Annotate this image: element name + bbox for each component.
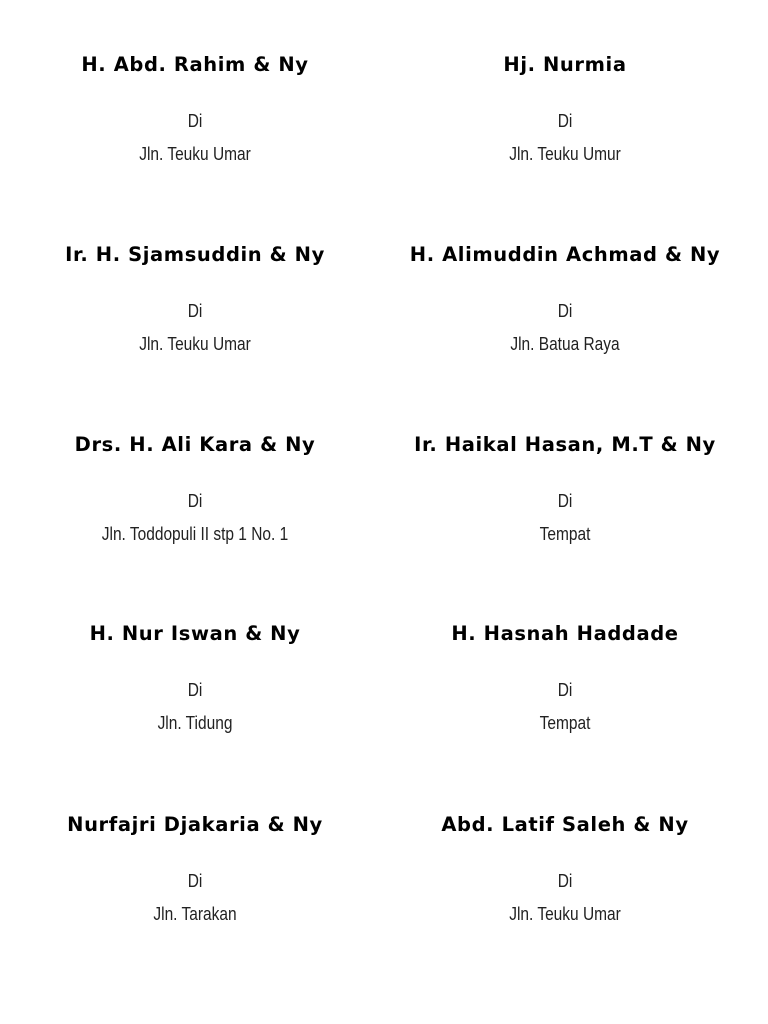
di-text: Di (557, 680, 573, 700)
address-label (15, 52, 375, 165)
address-label (385, 52, 745, 165)
recipient-address: Jln. Teuku Umar (509, 904, 621, 924)
di-text: Di (187, 301, 203, 321)
address-label (15, 621, 375, 734)
recipient-address: Jln. Teuku Umar (139, 334, 251, 354)
recipient-name: Ir. H. Sjamsuddin & Ny (65, 243, 325, 266)
address-label (15, 432, 375, 545)
di-text: Di (187, 111, 203, 131)
recipient-name: Ir. Haikal Hasan, M.T & Ny (414, 433, 716, 456)
recipient-name: Hj. Nurmia (503, 53, 627, 76)
recipient-address: Jln. Batua Raya (510, 334, 620, 354)
recipient-address: Jln. Tarakan (153, 904, 237, 924)
di-text: Di (187, 871, 203, 891)
di-text: Di (557, 111, 573, 131)
di-text: Di (557, 301, 573, 321)
di-text: Di (557, 491, 573, 511)
recipient-name: H. Hasnah Haddade (451, 622, 679, 645)
recipient-name: Nurfajri Djakaria & Ny (67, 813, 323, 836)
address-label (385, 812, 745, 925)
di-text: Di (187, 680, 203, 700)
recipient-address: Jln. Teuku Umur (509, 144, 621, 164)
recipient-address: Jln. Tidung (157, 713, 233, 733)
recipient-name: H. Abd. Rahim & Ny (81, 53, 309, 76)
address-label (385, 621, 745, 734)
recipient-name: H. Alimuddin Achmad & Ny (409, 243, 721, 266)
recipient-address: Tempat (539, 524, 591, 544)
recipient-name: H. Nur Iswan & Ny (89, 622, 301, 645)
recipient-address: Jln. Teuku Umar (139, 144, 251, 164)
recipient-name: Abd. Latif Saleh & Ny (441, 813, 689, 836)
address-label (15, 242, 375, 355)
di-text: Di (187, 491, 203, 511)
recipient-address: Tempat (539, 713, 591, 733)
address-label (385, 242, 745, 355)
address-label (385, 432, 745, 545)
recipient-name: Drs. H. Ali Kara & Ny (74, 433, 316, 456)
di-text: Di (557, 871, 573, 891)
recipient-address: Jln. Toddopuli II stp 1 No. 1 (101, 524, 289, 544)
address-label (15, 812, 375, 925)
